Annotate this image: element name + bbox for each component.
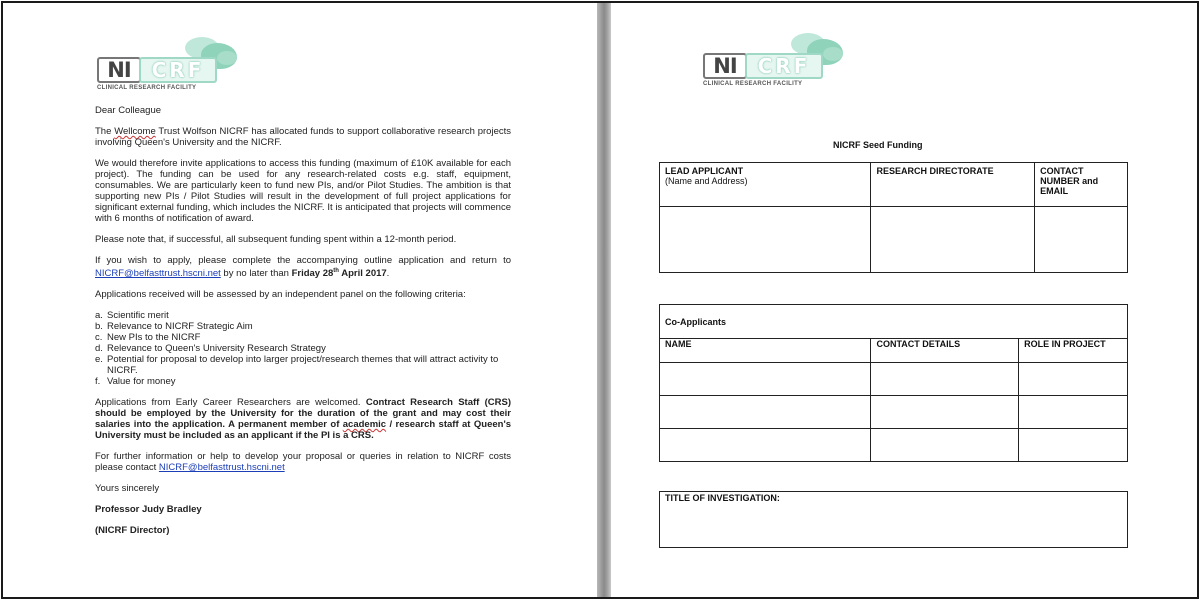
header-cell: ROLE IN PROJECT: [1019, 339, 1128, 363]
table-row: [660, 207, 1128, 273]
text: If you wish to apply, please complete the accompanying outline application and return to: [95, 255, 511, 266]
input-cell[interactable]: [660, 396, 871, 429]
list-marker: a.: [95, 310, 103, 322]
paragraph-4: [95, 255, 511, 279]
letter-page: [3, 3, 597, 597]
deadline-month: April 2017: [338, 268, 387, 280]
table-row: [660, 363, 1128, 396]
salutation: Dear Colleague: [95, 105, 162, 116]
list-text: New PIs to the NICRF: [107, 332, 201, 344]
paragraph-1: [95, 126, 511, 148]
document-viewer: [1, 1, 1199, 599]
logo-crf-text: CRF: [745, 53, 823, 79]
input-cell[interactable]: [1019, 363, 1128, 396]
signatory-role: (NICRF Director): [95, 525, 170, 537]
input-cell[interactable]: [871, 429, 1019, 462]
input-cell[interactable]: [1019, 396, 1128, 429]
list-item: [95, 343, 511, 354]
form-title: NICRF Seed Funding: [833, 140, 923, 150]
table-header-row: [660, 163, 1128, 207]
list-marker: c.: [95, 332, 103, 344]
co-applicants-table: [659, 304, 1128, 462]
text: .: [386, 268, 390, 280]
table-row: [660, 429, 1128, 462]
paragraph-5: Applications received will be assessed by an independent panel on the following criteria:: [95, 289, 466, 301]
list-item: [95, 310, 511, 321]
input-cell[interactable]: [660, 429, 871, 462]
lead-applicant-label: LEAD APPLICANT: [665, 166, 744, 176]
deadline: [292, 268, 387, 279]
logo-ni-text: NI: [703, 53, 747, 79]
list-text: Relevance to Queen's University Research Strategy: [107, 343, 326, 355]
criteria-list: [95, 310, 511, 387]
text: by no later than: [220, 268, 292, 280]
list-item: [95, 321, 511, 332]
text: The: [95, 126, 115, 137]
paragraph-3: Please note that, if successful, all subsequent funding spent within a 12-month period.: [95, 234, 457, 245]
academic-word: academic: [342, 419, 387, 431]
bold-text: Contract Research Staff (CRS) should be employed by the University for the duration of the grant and may cost their salaries into the application. A permanent member of: [95, 397, 511, 431]
list-item: [95, 332, 511, 343]
page-divider: [597, 3, 611, 597]
list-text: Potential for proposal to develop into larger project/research themes that will attract activity to NICRF.: [107, 354, 499, 377]
wellcome-word: Wellcome: [114, 126, 156, 137]
table-row: [660, 492, 1128, 548]
list-item: [95, 354, 511, 376]
deadline-suffix: th: [333, 268, 339, 274]
logo-leaf-shape: [823, 47, 843, 61]
list-marker: b.: [95, 321, 103, 333]
list-marker: f.: [95, 376, 101, 388]
logo-crf-text: CRF: [139, 57, 217, 83]
logo-leaf-shape: [217, 51, 237, 65]
list-marker: e.: [95, 354, 103, 366]
title-of-investigation-table: [659, 491, 1128, 548]
logo-subtitle: CLINICAL RESEARCH FACILITY: [97, 85, 197, 91]
paragraph-2: We would therefore invite applications to access this funding (maximum of £10K available for each project). The funding can be used for any research-related costs e.g. staff, equipment, consumables. We are particularly keen to fund new PIs, and/or Pilot Studies. The ambition is that supporting new PIs / Pilot Studies will result in the development of full project applications for significant external funding, which includes the NICRF. It is anticipated that projects will commence with 6 months of notification of award.: [95, 158, 511, 224]
paragraph-6: [95, 397, 511, 441]
list-marker: d.: [95, 343, 103, 355]
email-link[interactable]: NICRF@belfasttrust.hscni.net: [95, 268, 221, 280]
lead-applicant-sublabel: (Name and Address): [665, 176, 748, 186]
list-text: Relevance to NICRF Strategic Aim: [107, 321, 253, 333]
lead-applicant-input-cell[interactable]: [660, 207, 871, 273]
bold-text: / research staff at Queen's University must be included as an applicant if the PI is a CRS.: [95, 419, 511, 442]
logo-subtitle: CLINICAL RESEARCH FACILITY: [703, 81, 803, 87]
input-cell[interactable]: [871, 396, 1019, 429]
research-directorate-input-cell[interactable]: [871, 207, 1035, 273]
header-cell: NAME: [660, 339, 871, 363]
application-form-page: [611, 3, 1199, 597]
input-cell[interactable]: [1019, 429, 1128, 462]
input-cell[interactable]: [660, 363, 871, 396]
text: Trust Wolfson NICRF has allocated funds to support collaborative research projects involving Queen's University and the NICRF.: [95, 126, 511, 148]
contact-input-cell[interactable]: [1035, 207, 1128, 273]
nicrf-logo: [97, 37, 247, 97]
lead-applicant-table: [659, 162, 1128, 273]
header-cell: CONTACT DETAILS: [871, 339, 1019, 363]
letter-body: [95, 105, 511, 546]
co-applicants-title: Co-Applicants: [660, 305, 1128, 339]
email-link[interactable]: NICRF@belfasttrust.hscni.net: [158, 462, 285, 474]
list-text: Scientific merit: [107, 310, 169, 322]
input-cell[interactable]: [871, 363, 1019, 396]
closing: Yours sincerely: [95, 483, 160, 495]
signatory-name: Professor Judy Bradley: [95, 504, 202, 516]
paragraph-7: [95, 451, 511, 473]
title-of-investigation-cell[interactable]: TITLE OF INVESTIGATION:: [660, 492, 1128, 548]
logo-ni-text: NI: [97, 57, 141, 83]
header-cell: CONTACT NUMBER and EMAIL: [1035, 163, 1128, 207]
text: Applications from Early Career Researchers are welcomed.: [95, 397, 366, 409]
deadline-day: Friday 28: [291, 268, 334, 280]
header-cell: RESEARCH DIRECTORATE: [871, 163, 1035, 207]
header-cell: [660, 163, 871, 207]
list-text: Value for money: [107, 376, 176, 388]
table-title-row: [660, 305, 1128, 339]
list-item: [95, 376, 511, 387]
table-row: [660, 396, 1128, 429]
table-header-row: [660, 339, 1128, 363]
nicrf-logo: [703, 33, 853, 93]
text: For further information or help to develop your proposal or queries in relation to NICRF costs please contact: [95, 451, 511, 474]
